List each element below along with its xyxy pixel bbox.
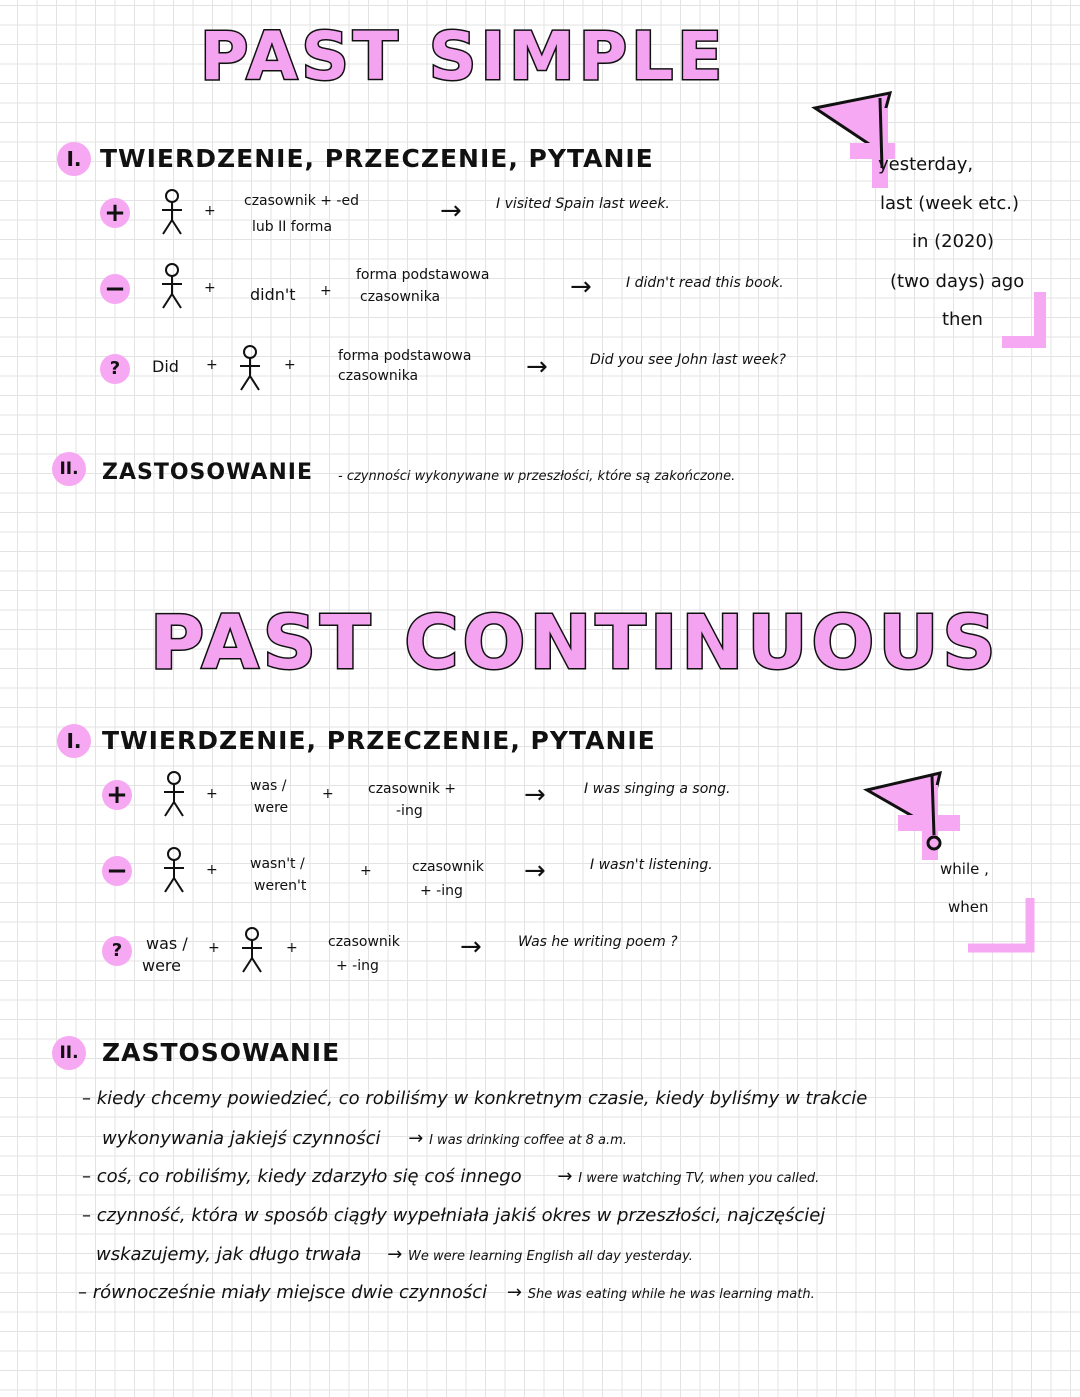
right-arrow-icon: → bbox=[524, 780, 546, 810]
question-sign-badge: ? bbox=[100, 354, 130, 384]
usage-text: równocześnie miały miejsce dwie czynności bbox=[92, 1282, 488, 1303]
formula-verb: czasownik + bbox=[368, 781, 456, 797]
stick-figure-icon bbox=[158, 188, 186, 238]
section-number: II. bbox=[52, 1036, 86, 1070]
pink-corner-bracket-icon bbox=[1000, 290, 1050, 355]
section-number: II. bbox=[52, 452, 86, 486]
usage-text: czynność, która w sposób ciągły wypełniała jakiś okres w przeszłości, najczęściej bbox=[96, 1205, 826, 1226]
example-sentence: I didn't read this book. bbox=[626, 275, 784, 291]
stick-figure-icon bbox=[160, 846, 188, 896]
plus-operator: + bbox=[322, 786, 334, 802]
plus-operator: + bbox=[208, 940, 220, 956]
section-heading: ZASTOSOWANIE bbox=[102, 1038, 341, 1067]
formula-aux: were bbox=[142, 956, 181, 975]
usage-bullet bbox=[82, 1166, 819, 1187]
formula-aux: didn't bbox=[250, 285, 296, 304]
formula-verb: -ing bbox=[396, 803, 423, 819]
plus-operator: + bbox=[206, 786, 218, 802]
plus-operator: + bbox=[206, 357, 218, 373]
plus-operator: + bbox=[360, 863, 372, 879]
formula-verb: + -ing bbox=[420, 883, 463, 899]
plus-sign-badge: + bbox=[102, 780, 132, 810]
section-number: I. bbox=[57, 142, 91, 176]
time-expression: last (week etc.) bbox=[880, 193, 1019, 214]
plus-operator: + bbox=[206, 862, 218, 878]
minus-sign-badge: − bbox=[102, 856, 132, 886]
stick-figure-icon bbox=[238, 926, 266, 976]
bullet-dash: – bbox=[82, 1205, 91, 1226]
usage-example: I were watching TV, when you called. bbox=[578, 1171, 820, 1186]
right-arrow-icon: → bbox=[524, 856, 546, 886]
usage-example: We were learning English all day yesterday. bbox=[408, 1249, 693, 1264]
example-sentence: Was he writing poem ? bbox=[518, 934, 678, 950]
section-heading: TWIERDZENIE, PRZECZENIE, PYTANIE bbox=[102, 726, 656, 755]
right-arrow-icon: → bbox=[460, 932, 482, 962]
stick-figure-icon bbox=[158, 262, 186, 312]
formula-verb: czasownik + -ed bbox=[244, 193, 359, 209]
formula-verb: czasownik bbox=[412, 859, 484, 875]
example-sentence: I was singing a song. bbox=[584, 781, 731, 797]
example-sentence: I wasn't listening. bbox=[590, 857, 713, 873]
past-continuous-title: PAST CONTINUOUS bbox=[150, 600, 1000, 686]
stick-figure-icon bbox=[236, 344, 264, 394]
formula-aux: wasn't / bbox=[250, 856, 305, 872]
formula-aux: Did bbox=[152, 357, 179, 376]
plus-operator: + bbox=[284, 357, 296, 373]
time-expression: when bbox=[948, 898, 989, 916]
example-sentence: I visited Spain last week. bbox=[496, 196, 670, 212]
minus-sign-badge: − bbox=[100, 274, 130, 304]
bullet-dash: – bbox=[82, 1088, 91, 1109]
formula-verb: + -ing bbox=[336, 958, 379, 974]
formula-verb: lub II forma bbox=[252, 219, 333, 235]
time-expression: then bbox=[942, 309, 983, 330]
plus-sign-badge: + bbox=[100, 198, 130, 228]
right-arrow-icon: → bbox=[526, 352, 548, 382]
usage-text: kiedy chcemy powiedzieć, co robiliśmy w konkretnym czasie, kiedy byliśmy w trakcie bbox=[96, 1088, 868, 1109]
right-arrow-icon: → bbox=[408, 1128, 424, 1149]
pink-flag-icon bbox=[862, 765, 962, 865]
formula-aux: were bbox=[254, 800, 289, 816]
usage-bullet bbox=[102, 1128, 627, 1149]
section-heading: TWIERDZENIE, PRZECZENIE, PYTANIE bbox=[100, 144, 654, 173]
usage-bullet bbox=[78, 1282, 815, 1303]
plus-operator: + bbox=[286, 940, 298, 956]
right-arrow-icon: → bbox=[387, 1244, 403, 1265]
formula-aux: weren't bbox=[254, 878, 307, 894]
question-sign-badge: ? bbox=[102, 936, 132, 966]
time-expression: yesterday, bbox=[878, 154, 974, 175]
usage-text: wskazujemy, jak długo trwała bbox=[96, 1244, 362, 1265]
plus-operator: + bbox=[204, 203, 216, 219]
pink-flag-icon bbox=[810, 88, 900, 198]
right-arrow-icon: → bbox=[557, 1166, 573, 1187]
bullet-dash: – bbox=[78, 1282, 87, 1303]
usage-text: wykonywania jakiejś czynności bbox=[102, 1128, 381, 1149]
formula-verb: forma podstawowa bbox=[338, 348, 472, 364]
example-sentence: Did you see John last week? bbox=[590, 352, 786, 368]
right-arrow-icon: → bbox=[440, 196, 462, 226]
plus-operator: + bbox=[204, 280, 216, 296]
stick-figure-icon bbox=[160, 770, 188, 820]
time-expression: in (2020) bbox=[912, 231, 994, 252]
usage-text: coś, co robiliśmy, kiedy zdarzyło się coś innego bbox=[96, 1166, 522, 1187]
usage-bullet bbox=[96, 1244, 693, 1265]
right-arrow-icon: → bbox=[570, 272, 592, 302]
usage-example: She was eating while he was learning math. bbox=[527, 1287, 815, 1302]
section-heading: ZASTOSOWANIE bbox=[102, 460, 314, 485]
formula-verb: czasownik bbox=[328, 934, 400, 950]
usage-bullet bbox=[82, 1088, 867, 1109]
time-expression: while , bbox=[940, 860, 989, 878]
formula-aux: was / bbox=[146, 934, 188, 953]
formula-verb: czasownika bbox=[338, 368, 419, 384]
past-simple-title: PAST SIMPLE bbox=[200, 18, 727, 95]
formula-verb: forma podstawowa bbox=[356, 267, 490, 283]
usage-bullet bbox=[82, 1205, 825, 1226]
plus-operator: + bbox=[320, 283, 332, 299]
time-expression: (two days) ago bbox=[890, 271, 1025, 292]
formula-aux: was / bbox=[250, 778, 287, 794]
usage-text: - czynności wykonywane w przeszłości, które są zakończone. bbox=[338, 469, 736, 484]
right-arrow-icon: → bbox=[506, 1282, 522, 1303]
formula-verb: czasownika bbox=[360, 289, 441, 305]
section-number: I. bbox=[57, 724, 91, 758]
bullet-dash: – bbox=[82, 1166, 91, 1187]
usage-example: I was drinking coffee at 8 a.m. bbox=[429, 1133, 627, 1148]
